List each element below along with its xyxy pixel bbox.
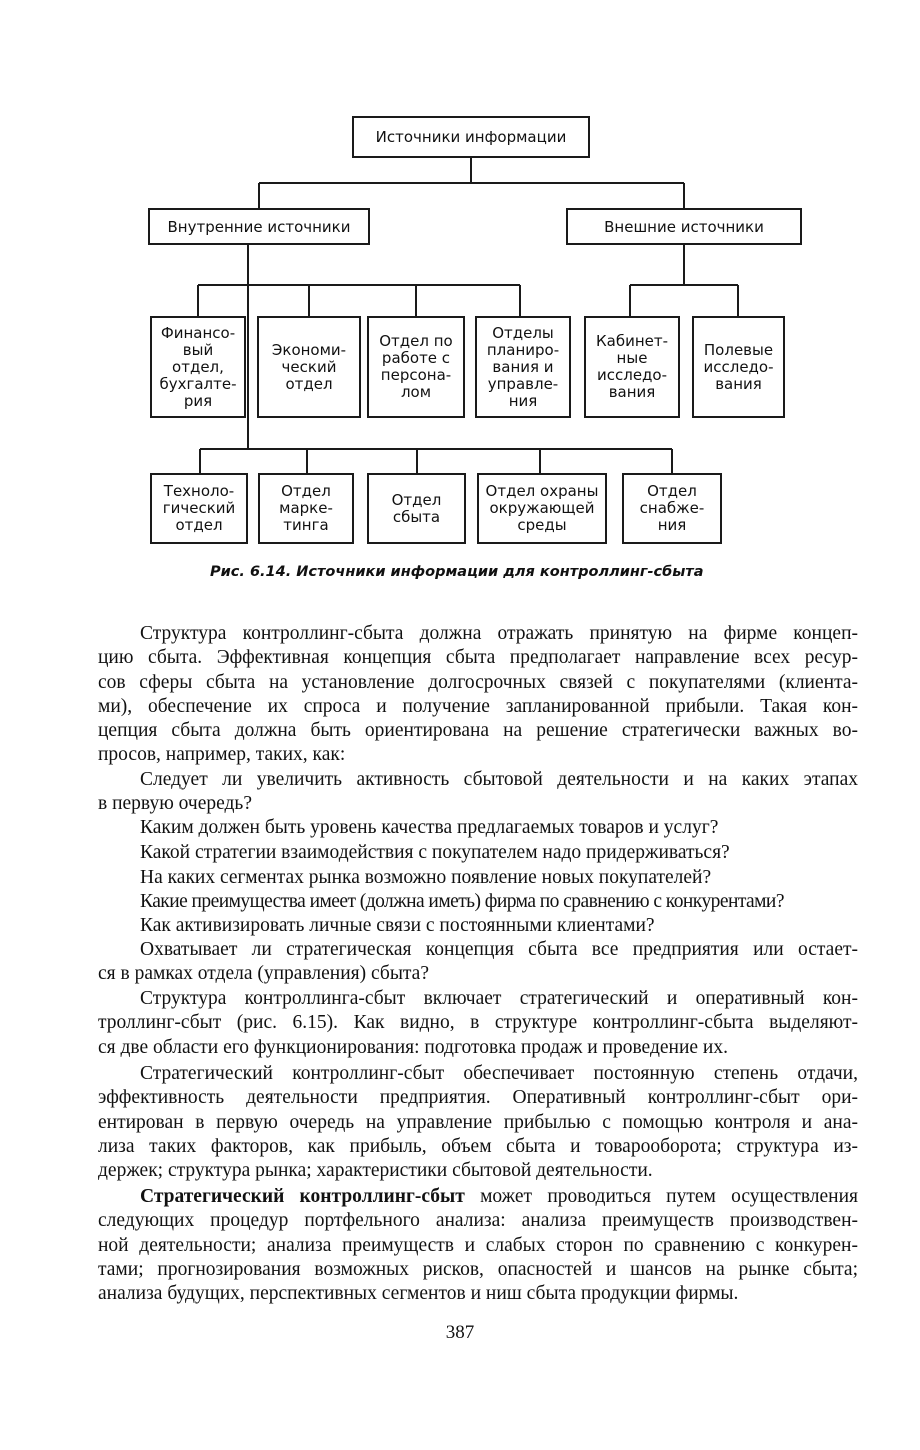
text-line: Стратегический контроллинг-сбыт обеспечивает постоянную степень отдачи, bbox=[140, 1063, 858, 1084]
text-line: Какой стратегии взаимодействия с покупателем надо придерживаться? bbox=[140, 842, 730, 863]
text-line: Каким должен быть уровень качества предлагаемых товаров и услуг? bbox=[140, 817, 719, 838]
text-line: ми), обеспечение их спроса и получение запланированной прибыли. Такая кон- bbox=[98, 695, 858, 717]
text-line: Охватывает ли стратегическая концепция сбыта все предприятия или остает- bbox=[140, 939, 858, 960]
question-7 bbox=[98, 938, 858, 987]
text-line: Структура контроллинга-сбыт включает стратегический и оперативный кон- bbox=[140, 988, 858, 1009]
personnel-department-box: Отдел по работе с персона- лом bbox=[367, 316, 465, 418]
text-line: следующих процедур портфельного анализа: анализа преимуществ производствен- bbox=[98, 1210, 858, 1232]
bold-term: Стратегический контроллинг-сбыт bbox=[140, 1186, 465, 1207]
text-line: троллинг-сбыт (рис. 6.15). Как видно, в структуре контроллинг-сбыта выделяют- bbox=[98, 1012, 858, 1034]
text-line: Какие преимущества имеет (должна иметь) фирма по сравнению с конкурентами? bbox=[140, 891, 784, 912]
technology-department-box: Техноло- гический отдел bbox=[150, 473, 248, 544]
page-number: 387 bbox=[445, 1322, 475, 1343]
paragraph-2 bbox=[98, 987, 858, 1060]
desk-research-box: Кабинет- ные исследо- вания bbox=[584, 316, 680, 418]
text-line: в первую очередь? bbox=[98, 793, 252, 815]
paragraph-3 bbox=[98, 1062, 858, 1183]
text-line: Как активизировать личные связи с постоянными клиентами? bbox=[140, 915, 655, 936]
paragraph-1 bbox=[98, 622, 858, 768]
text-line: тами; прогнозирования возможных рисков, опасностей и шансов на рынке сбыта; bbox=[98, 1258, 858, 1280]
sales-department-box: Отдел сбыта bbox=[367, 473, 466, 544]
question-1 bbox=[98, 768, 858, 817]
paragraph-4 bbox=[98, 1185, 858, 1306]
text-line: цию сбыта. Эффективная концепция сбыта предполагает направление всех ресур- bbox=[98, 647, 858, 669]
text-line: Следует ли увеличить активность сбытовой деятельности и на каких этапах bbox=[140, 769, 858, 790]
field-research-box: Полевые исследо- вания bbox=[692, 316, 785, 418]
text-line: ся в рамках отдела (управления) сбыта? bbox=[98, 963, 429, 985]
figure-caption: Рис. 6.14. Источники информации для контроллинг-сбыта bbox=[210, 564, 704, 580]
question-6 bbox=[98, 914, 858, 938]
text-line bbox=[98, 1185, 858, 1209]
question-5 bbox=[98, 890, 858, 914]
economic-department-box: Экономи- ческий отдел bbox=[257, 316, 361, 418]
text-line: На каких сегментах рынка возможно появление новых покупателей? bbox=[140, 867, 712, 888]
text-line: анализа будущих, перспективных сегментов и ниш сбыта продукции фирмы. bbox=[98, 1283, 739, 1305]
text-line: просов, например, таких, как: bbox=[98, 744, 346, 766]
external-sources-box: Внешние источники bbox=[566, 208, 802, 245]
environmental-department-box: Отдел охраны окружающей среды bbox=[477, 473, 607, 544]
supply-department-box: Отдел снабже- ния bbox=[622, 473, 722, 544]
text-line: ентирован в первую очередь на управление прибылью с помощью контроля и ана- bbox=[98, 1111, 858, 1133]
text-line: ся две области его функционирования: подготовка продаж и проведение их. bbox=[98, 1036, 728, 1058]
text-line: цепция сбыта должна быть ориентирована на решение стратегически важных во- bbox=[98, 720, 858, 742]
finance-department-box: Финансо- вый отдел, бухгалте- рия bbox=[150, 316, 246, 418]
marketing-department-box: Отдел марке- тинга bbox=[258, 473, 354, 544]
information-sources-diagram bbox=[0, 0, 920, 560]
question-4 bbox=[98, 866, 858, 890]
text-line: держек; структура рынка; характеристики сбытовой деятельности. bbox=[98, 1160, 653, 1182]
question-2 bbox=[98, 816, 858, 840]
question-3 bbox=[98, 841, 858, 865]
text-line: сов сферы сбыта на установление долгосрочных связей с покупателями (клиента- bbox=[98, 671, 858, 693]
root-box: Источники информации bbox=[352, 116, 590, 158]
text-line: лиза таких факторов, как прибыль, объем сбыта и товарооборота; структура из- bbox=[98, 1135, 858, 1157]
text-line: эффективность деятельности предприятия. Оперативный контроллинг-сбыт ори- bbox=[98, 1087, 858, 1109]
internal-sources-box: Внутренние источники bbox=[148, 208, 370, 245]
text-line: Структура контроллинг-сбыта должна отражать принятую на фирме концеп- bbox=[140, 623, 858, 644]
planning-departments-box: Отделы планиро- вания и управле- ния bbox=[475, 316, 571, 418]
text-run: может проводиться путем осуществления bbox=[464, 1186, 859, 1207]
text-line: ной деятельности; анализа преимуществ и слабых сторон по сравнению с конкурен- bbox=[98, 1234, 858, 1256]
